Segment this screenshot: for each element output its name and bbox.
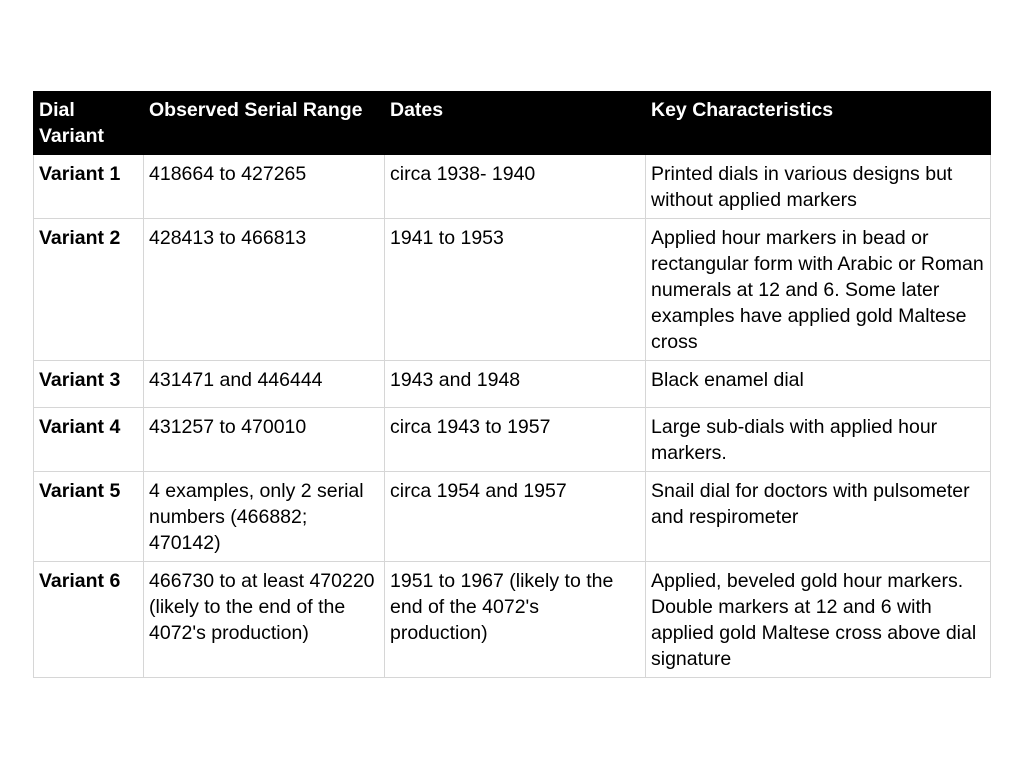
table-body — [34, 155, 991, 678]
characteristics-cell: Black enamel dial — [646, 361, 991, 408]
serial-range-cell: 428413 to 466813 — [144, 219, 385, 361]
table-row — [34, 562, 991, 678]
serial-range-cell: 431257 to 470010 — [144, 408, 385, 472]
serial-range-cell: 4 examples, only 2 serial numbers (466882; 470142) — [144, 472, 385, 562]
variant-cell: Variant 6 — [34, 562, 144, 678]
characteristics-cell: Applied, beveled gold hour markers. Double markers at 12 and 6 with applied gold Maltese cross above dial signature — [646, 562, 991, 678]
dates-cell: 1951 to 1967 (likely to the end of the 4072's production) — [385, 562, 646, 678]
table-row — [34, 361, 991, 408]
variant-cell: Variant 2 — [34, 219, 144, 361]
header-key-characteristics: Key Characteristics — [646, 92, 991, 155]
serial-range-cell: 431471 and 446444 — [144, 361, 385, 408]
dates-cell: 1941 to 1953 — [385, 219, 646, 361]
characteristics-cell: Printed dials in various designs but without applied markers — [646, 155, 991, 219]
dates-cell: 1943 and 1948 — [385, 361, 646, 408]
serial-range-cell: 466730 to at least 470220 (likely to the end of the 4072's production) — [144, 562, 385, 678]
header-dial-variant: Dial Variant — [34, 92, 144, 155]
table-row — [34, 408, 991, 472]
characteristics-cell: Snail dial for doctors with pulsometer and respirometer — [646, 472, 991, 562]
header-observed-serial-range: Observed Serial Range — [144, 92, 385, 155]
characteristics-cell: Large sub-dials with applied hour markers. — [646, 408, 991, 472]
table-row — [34, 155, 991, 219]
variant-cell: Variant 4 — [34, 408, 144, 472]
header-dates: Dates — [385, 92, 646, 155]
dial-variants-table — [33, 91, 991, 678]
variant-cell: Variant 5 — [34, 472, 144, 562]
characteristics-cell: Applied hour markers in bead or rectangular form with Arabic or Roman numerals at 12 and 6. Some later examples have applied gold Maltese cross — [646, 219, 991, 361]
serial-range-cell: 418664 to 427265 — [144, 155, 385, 219]
header-row — [34, 92, 991, 155]
dates-cell: circa 1938- 1940 — [385, 155, 646, 219]
dates-cell: circa 1954 and 1957 — [385, 472, 646, 562]
variant-cell: Variant 1 — [34, 155, 144, 219]
table-row — [34, 472, 991, 562]
table-header — [34, 92, 991, 155]
variant-cell: Variant 3 — [34, 361, 144, 408]
dates-cell: circa 1943 to 1957 — [385, 408, 646, 472]
table-row — [34, 219, 991, 361]
